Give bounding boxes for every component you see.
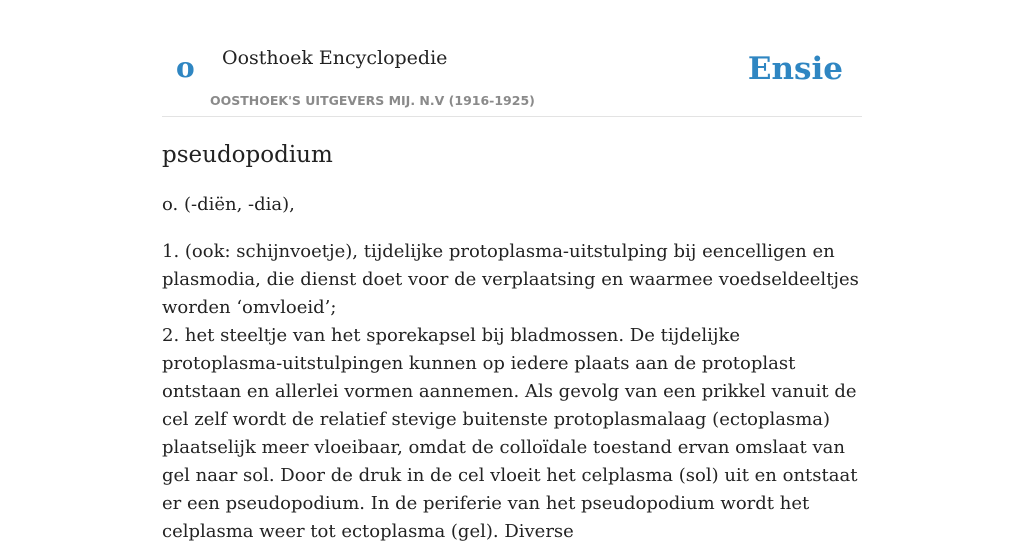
- article: [162, 139, 862, 546]
- site-title[interactable]: Oosthoek Encyclopedie: [222, 47, 448, 69]
- brand-logo-link[interactable]: Ensie: [747, 51, 843, 87]
- publisher-subtitle: OOSTHOEK'S UITGEVERS MIJ. N.V (1916-1925): [210, 93, 535, 108]
- definition-sense-1: 1. (ook: schijnvoetje), tijdelijke protoplasma-uitstulping bij eencelligen en plasmodia, die dienst doet voor de verplaatsing en waarmee voedseldeeltjes worden ‘omvloeid’;: [162, 241, 859, 318]
- definition-sense-2: 2. het steeltje van het sporekapsel bij bladmossen. De tijdelijke protoplasma-uitstulpingen kunnen op iedere plaats aan de protoplast ontstaan en allerlei vormen aannemen. Als gevolg van een prikkel vanuit de cel zelf wordt de relatief stevige buitenste protoplasmalaag (ectoplasma) plaatselijk meer vloeibaar, omdat de colloïdale toestand ervan omslaat van gel naar sol. Door de druk in de cel vloeit het celplasma (sol) uit en ontstaat er een pseudopodium. In de periferie van het pseudopodium wordt het celplasma weer tot ectoplasma (gel). Diverse: [162, 325, 858, 542]
- site-logo[interactable]: o: [176, 51, 195, 84]
- site-header: [162, 0, 862, 117]
- definition-text: [162, 238, 862, 546]
- grammar-info: o. (-diën, -dia),: [162, 194, 295, 215]
- article-headword: pseudopodium: [162, 142, 333, 168]
